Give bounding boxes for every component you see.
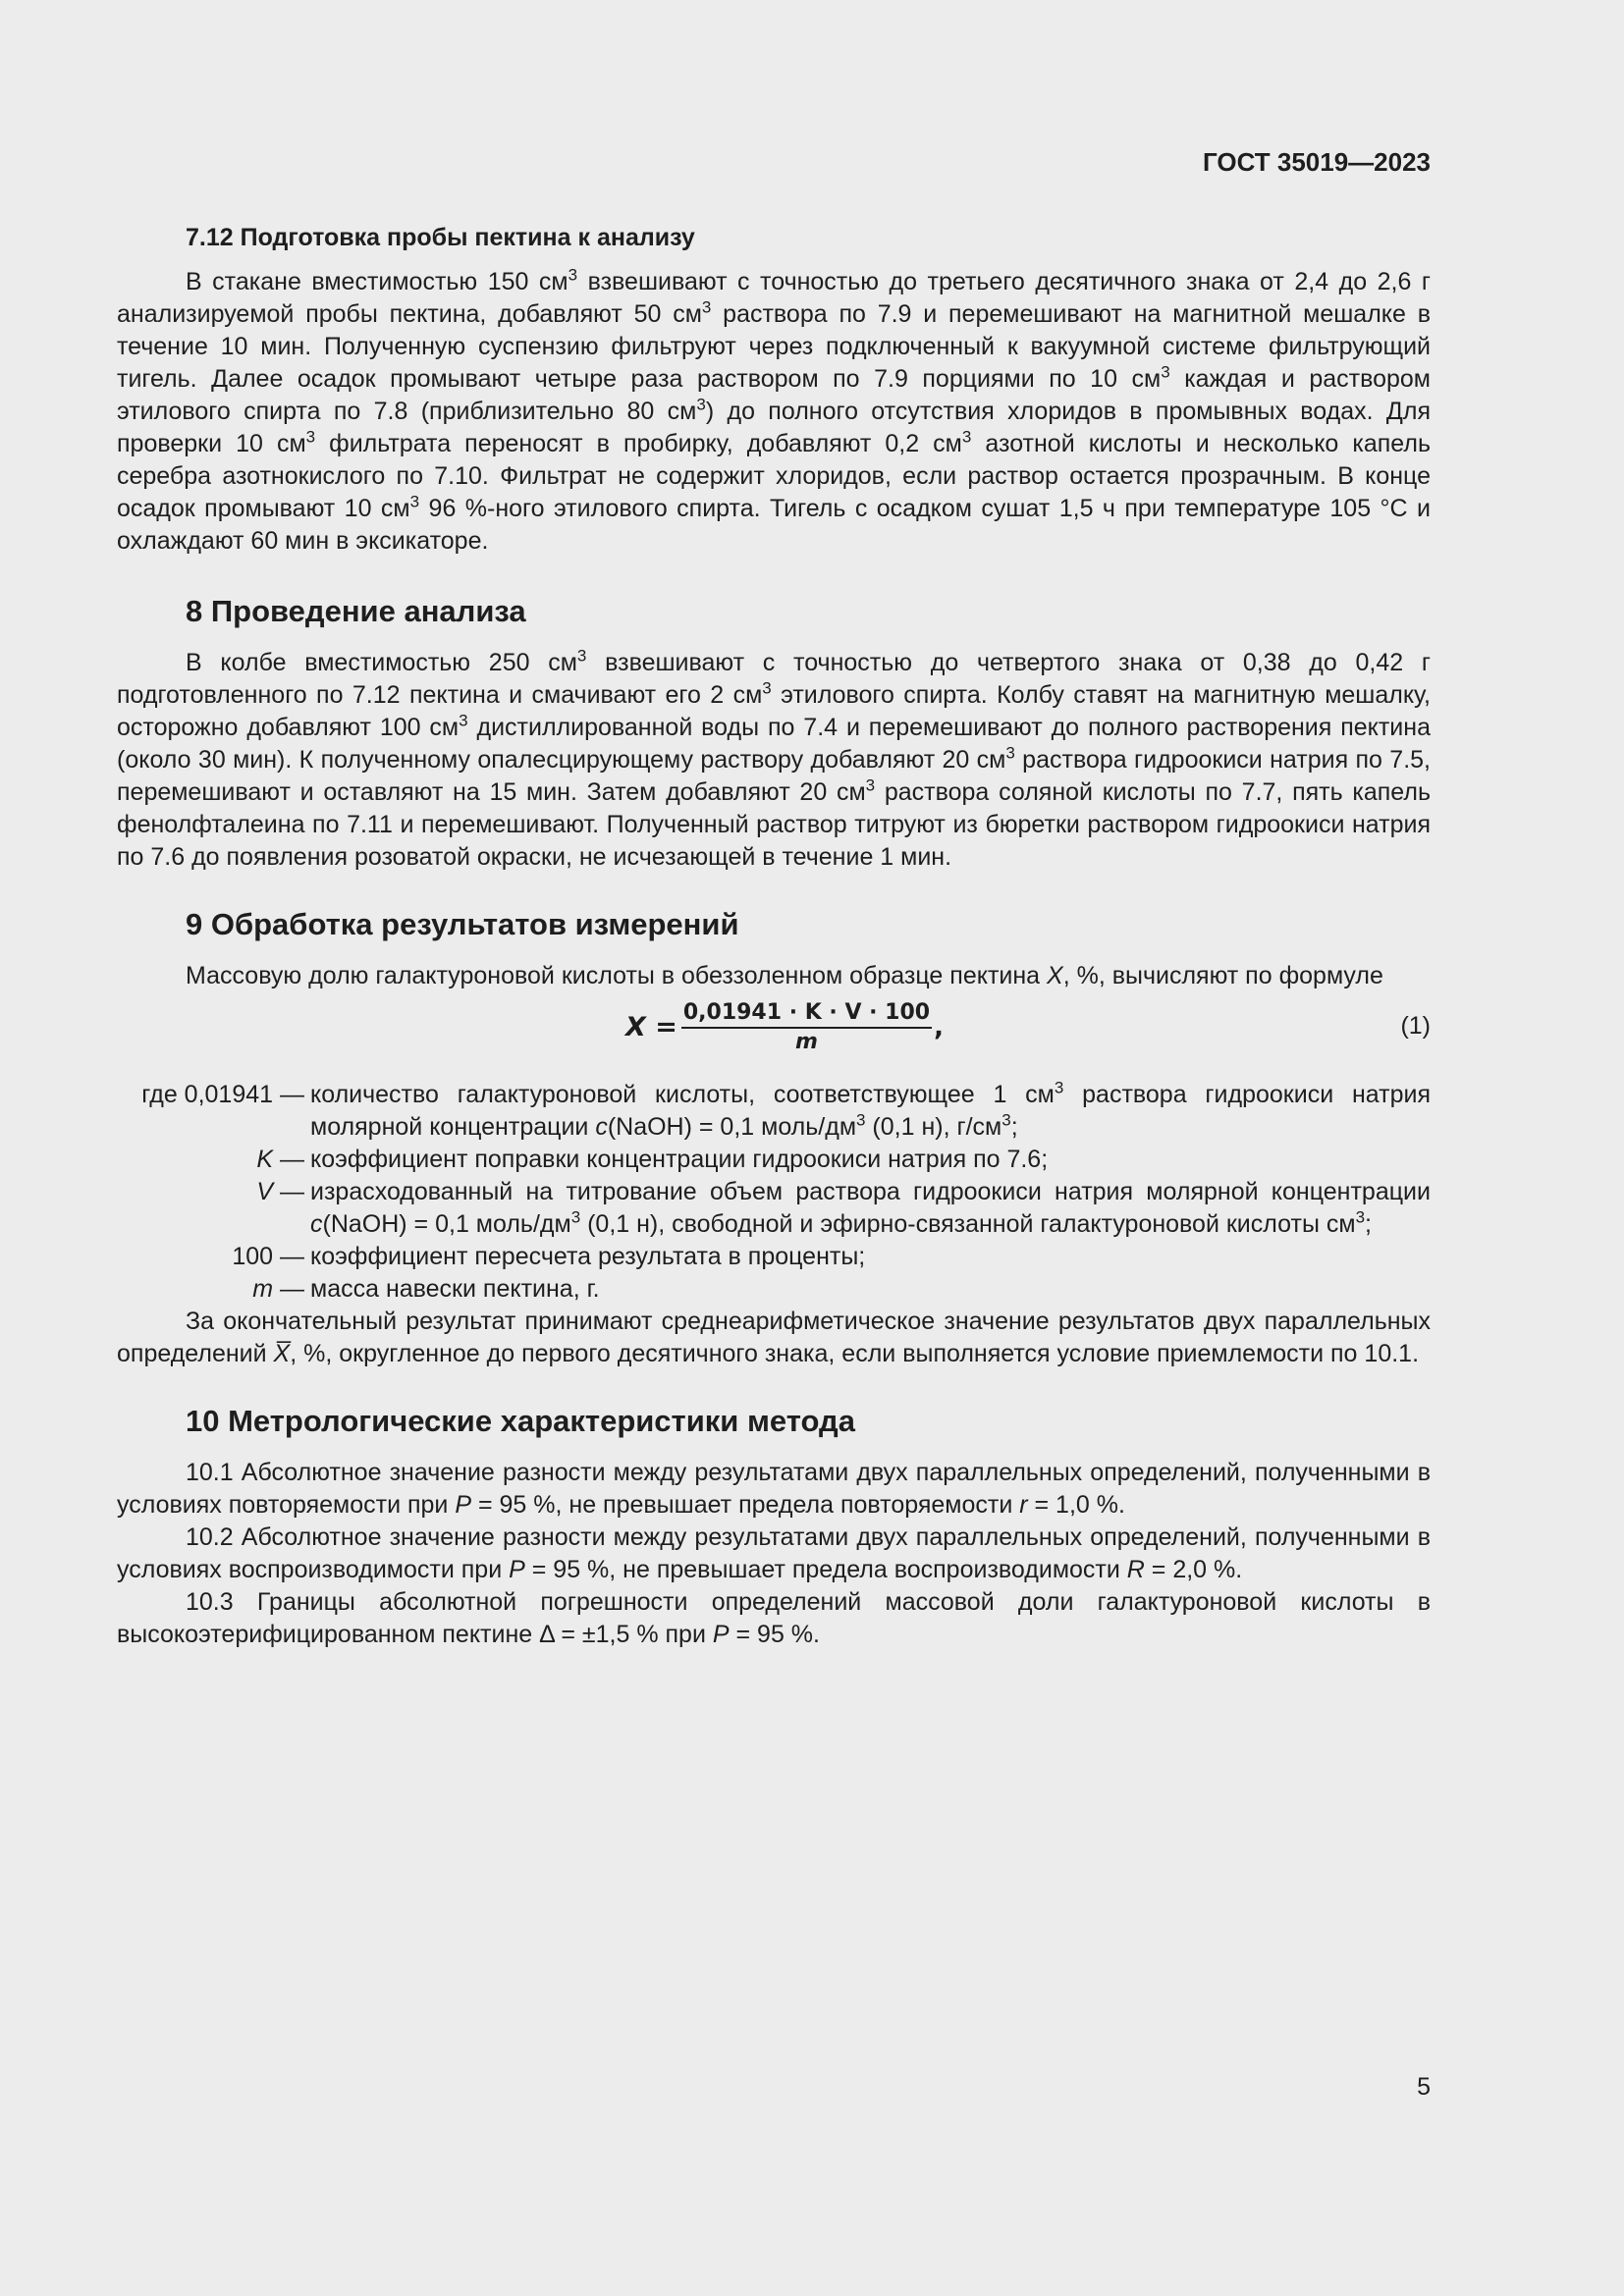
formula-numerator: 0,01941 · K · V · 100 <box>681 1000 932 1029</box>
clause-10-1: 10.1 Абсолютное значение разности между результатами двух параллельных определений, полученными в условиях повторяемости при P = 95 %, не превышает предела повторяемости r = 1,0 %. <box>117 1459 1431 1519</box>
formula-legend <box>117 1079 1431 1306</box>
document-page <box>117 0 1431 2296</box>
section-9-title: 9 Обработка результатов измерений <box>186 907 739 941</box>
section-7-12-paragraph: В стакане вместимостью 150 $см^3$ взвешивают с точностью до третьего десятичного знака от 2,4 до 2,6 г анализируемой пробы пектина, добавляют 50 $см^3$ раствора по 7.9 и перемешивают на магнитной мешалке в течение 10 мин. Полученную суспензию фильтруют через подключенный к вакуумной системе фильтрующий тигель. Далее осадок промывают четыре раза раствором по 7.9 порциями по 10 $см^3$ каждая и раствором этилового спирта по 7.8 (приблизительно 80 $см^3$) до полного отсутствия хлоридов в промывных водах. Для проверки 10 $см^3$ фильтрата переносят в пробирку, добавляют 0,2 $см^3$ азотной кислоты и несколько капель серебра азотнокислого по 7.10. Фильтрат не содержит хлоридов, если раствор остается прозрачным. В конце осадок промывают 10 $см^3$ 96 %-ного этилового спирта. Тигель с осадком сушат 1,5 ч при температуре 105 °С и охлаждают 60 мин в эксикаторе. <box>117 265 1432 555</box>
legend-key-v: V — <box>256 1178 304 1205</box>
formula-1 <box>117 1000 1431 1069</box>
formula-lhs: X = <box>625 1012 677 1042</box>
standard-header: ГОСТ 35019—2023 <box>1203 147 1431 177</box>
clause-10-3: 10.3 Границы абсолютной погрешности определений массовой доли галактуроновой кислоты в высокоэтерифицированном пектине Δ = ±1,5 % при P = 95 %. <box>117 1588 1431 1648</box>
formula-fraction <box>681 1000 932 1054</box>
legend-value-constant: количество галактуроновой кислоты, соответствующее 1 $см^3$ раствора гидроокиси натрия молярной концентрации c(NaOH) = 0,1 моль/$дм^3$ (0,1 н), $г/см^3$; <box>310 1078 1432 1141</box>
legend-key-m: m — <box>252 1275 304 1303</box>
legend-key-k: K — <box>256 1146 304 1173</box>
page-number: 5 <box>1417 2073 1431 2101</box>
section-8-title: 8 Проведение анализа <box>186 594 526 628</box>
section-9-final: За окончательный результат принимают среднеарифметическое значение результатов двух параллельных определений X̅, %, округленное до первого десятичного знака, если выполняется условие приемлемости по 10.1. <box>117 1308 1431 1367</box>
legend-value-m: масса навески пектина, г. <box>310 1275 600 1303</box>
clause-10-2: 10.2 Абсолютное значение разности между результатами двух параллельных определений, полученными в условиях воспроизводимости при P = 95 %, не превышает предела воспроизводимости R = 2,0 %. <box>117 1523 1431 1583</box>
formula-expression <box>625 1000 944 1054</box>
legend-value-100: коэффициент пересчета результата в проценты; <box>310 1243 866 1270</box>
formula-denominator: m <box>794 1030 818 1054</box>
formula-comma: , <box>934 1012 944 1042</box>
legend-value-v: израсходованный на титрование объем раствора гидроокиси натрия молярной концентрации c(NaOH) = 0,1 моль/$дм^3$ (0,1 н), свободной и эфирно-связанной галактуроновой кислоты $см^3$; <box>310 1178 1431 1238</box>
section-8-paragraph: В колбе вместимостью 250 $см^3$ взвешивают с точностью до четвертого знака от 0,38 до 0,42 г подготовленного по 7.12 пектина и смачивают его 2 $см^3$ этилового спирта. Колбу ставят на магнитную мешалку, осторожно добавляют 100 $см^3$ дистиллированной воды по 7.4 и перемешивают до полного растворения пектина (около 30 мин). К полученному опалесцирующему раствору добавляют 20 $см^3$ раствора гидроокиси натрия по 7.5, перемешивают и оставляют на 15 мин. Затем добавляют 20 $см^3$ раствора соляной кислоты по 7.7, пять капель фенолфталеина по 7.11 и перемешивают. Полученный раствор титруют из бюретки раствором гидроокиси натрия по 7.6 до появления розоватой окраски, не исчезающей в течение 1 мин. <box>117 646 1432 871</box>
section-10-title: 10 Метрологические характеристики метода <box>186 1404 855 1438</box>
section-9-intro: Массовую долю галактуроновой кислоты в обеззоленном образце пектина X, %, вычисляют по формуле <box>186 962 1383 989</box>
formula-number: (1) <box>1400 1012 1431 1040</box>
section-7-12-title: 7.12 Подготовка пробы пектина к анализу <box>186 224 695 251</box>
legend-key-constant: где 0,01941 — <box>141 1081 304 1108</box>
legend-key-100: 100 — <box>232 1243 304 1270</box>
legend-value-k: коэффициент поправки концентрации гидроокиси натрия по 7.6; <box>310 1146 1049 1173</box>
page-content <box>117 224 1431 1651</box>
